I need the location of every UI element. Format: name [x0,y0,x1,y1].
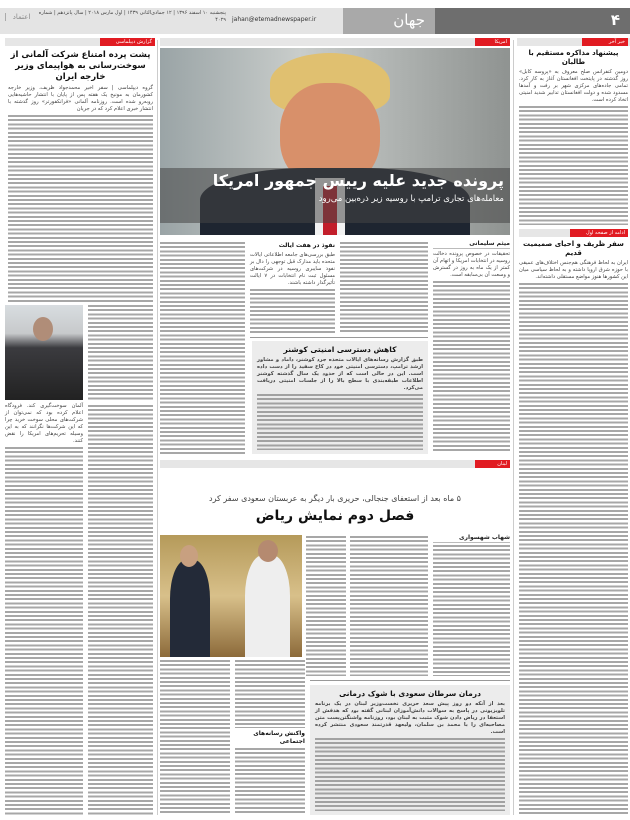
photo-face [258,540,278,562]
main-lead: تحقیقات در خصوص پرونده دخالت روسیه در انتخابات امریکا و اتهام آن کمتر از یک ماه به روز در گسترش و وسعت آن بی‌سابقه است. [433,251,510,278]
box-rule [250,337,428,338]
photo-face [180,545,198,567]
kushner-box-body [257,394,423,450]
section-title: جهان [343,8,435,34]
box-rule [310,680,510,681]
subhead-seven-states: نفوذ در هفت ایالت [278,242,335,249]
tag-diplomacy: گزارش دیپلماسی [100,38,155,46]
saudi-box-body [315,738,505,811]
main-column-2 [250,242,335,334]
left-body-text [8,115,153,302]
column-divider [513,40,514,815]
issue-date: پنجشنبه ۱۰ اسفند ۱۳۹۶ | ۱۲ جمادی‌الثانی ۱۴۳۹ | اول مارس ۲۰۱۸ | سال پانزدهم | شماره ۴۰۲۹ [38,10,226,23]
tag-lebanon: لبنان [475,460,510,468]
lebanon-column-2 [235,660,305,815]
right-lead-2: ایران به لحاظ فرهنگی هم‌جنس اختلاف‌های عمیقی با حوزه شرق اروپا داشته و به لحاظ سیاسی میان این کشورها هنوز مواضع مستقلی داشته‌اند. [519,260,628,280]
tag-latest: خبر آخر [582,38,628,46]
main-column-4 [433,240,510,453]
kushner-box [252,341,428,454]
saudi-box [310,685,510,815]
left-column-bottom [5,403,83,815]
headline-overlay [160,168,510,223]
lebanon-body-text [306,536,346,676]
kushner-box-text: طبق گزارش رسانه‌های ایالات متحده جرد کوشنر، داماد و مشاور ارشد ترامپ، دسترسی امنیتی خود در کاخ سفید را از دست داده است. این در حالی است که از حدود یک سال گذشته کوشنر اطلاعات طبقه‌بندی با سطح بالا را از جلسات امنیتی دریافت می‌کرد. [257,357,423,391]
right-column-top [519,49,628,225]
right-body-text [519,283,628,815]
main-subheadline: معامله‌های تجاری ترامپ با روسیه زیر ذره‌بین می‌رود [318,194,504,204]
tag-america: امریکا [475,38,510,46]
page-number: ۴ [435,8,630,34]
photo-face [33,317,53,341]
lebanon-body-text [350,536,428,676]
right-lead: دومین کنفرانس صلح معروف به «پروسه کابل» روز گذشته در پایتخت افغانستان آغاز به کار کرد. تمامی جاده‌های مرکزی شهر بر رفت و آمدها مسدود شده و دولت افغانستان تدابیر شدید امنیتی اتخاذ کرده است. [519,69,628,103]
left-body-text [88,405,153,815]
newspaper-logo: اعتماد [5,13,33,21]
column-divider [157,40,158,815]
main-body-text [433,281,510,453]
lebanon-column-4 [433,534,510,676]
section-strip-center [160,38,510,46]
section-strip-lebanon [160,460,510,468]
left-lead-2: آلمان سوخت‌گیری کند. فرودگاه اعلام کرده بود که نمی‌توان از شرکت‌های محلی سوخت خرید چرا که این شرکت‌ها نگرانند که به این وسیله تحریم‌های امریکا را نقض کنند. [5,403,83,444]
lebanon-body-text [235,748,305,816]
photo-zarif [5,305,83,400]
main-body-text [160,242,245,454]
left-headline: پشت پرده امتناع شرکت آلمانی از سوخت‌رسانی به هواپیمای وزیر خارجه ایران [10,50,151,82]
left-body-text [5,447,83,815]
lebanon-byline: شهاب شهسواری [433,534,510,543]
photo-person-suit [170,560,210,657]
lebanon-subhead: واکنش رسانه‌های اجتماعی [253,729,305,745]
photo-person-robe [245,555,290,657]
right-column-bottom [519,240,628,815]
main-byline: میثم سلیمانی [433,240,510,249]
right-body-text [519,106,628,225]
lebanon-heading [160,494,510,525]
lebanon-headline: فصل دوم نمایش ریاض [255,508,415,524]
lebanon-body-text [433,545,510,676]
subhead-text: طبق بررسی‌های جامعه اطلاعاتی ایالات متحده باید مدارک قبل توجهی را دال بر نفوذ سایبری روسیه در شرکت‌های مسئول ثبت نام انتخابات در ۷ ایالت تأثیرگذار داشته باشند. [250,252,335,286]
lebanon-body-text [235,660,305,728]
right-headline: پیشنهاد مذاکره مستقیم با طالبان [528,49,619,66]
section-email[interactable]: jahan@etemadnewspaper.ir [232,16,317,23]
lebanon-body-text [160,660,230,815]
main-body-text [250,289,335,334]
main-headline: پرونده جدید علیه رییس جمهور امریکا [212,171,504,190]
tag-continued: ادامه از صفحه اول [570,229,628,237]
left-lead: گروه دیپلماسی | سفر اخیر محمدجواد ظریف، وزیر خارجه کشورمان به مونیخ یک هفته پس از پایان با انتشار حاشیه‌هایی روبه‌رو شده است. روزنامه آلمانی «فرانکفورتر» روز گذشته با انتشار خبری اعلام کرد که در جریان [8,85,153,112]
saudi-box-title: درمان سرطان سعودی با شوک درمانی [339,689,481,698]
photo-hariri-salman [160,535,302,657]
kushner-box-title: کاهش دسترسی امنیتی کوشنر [283,345,397,354]
right-headline-2: سفر ظریف و احیای صمیمیت قدیم [523,240,624,257]
left-body-text [88,305,153,400]
saudi-box-text: بعد از آنکه دو روز پیش سعد حریری نخست‌وزیر لبنان در یک برنامه تلویزیونی در پاسخ به سوالات دانش‌آموزان لبنانی گفته بود که هدفش از استعفا در ریاض دادن شوک مثبت به لبنان بود، روزنامه واشنگتن‌پست متن مصاحبه‌ای را با محمد بن سلمان، ولیعهد قدرتمند سعودی منتشر کرده است. [315,701,505,735]
main-body-text [340,242,428,334]
left-column-top [8,50,153,302]
lebanon-kicker: ۵ ماه بعد از استعفای جنجالی، حریری بار دیگر به عربستان سعودی سفر کرد [209,494,461,503]
